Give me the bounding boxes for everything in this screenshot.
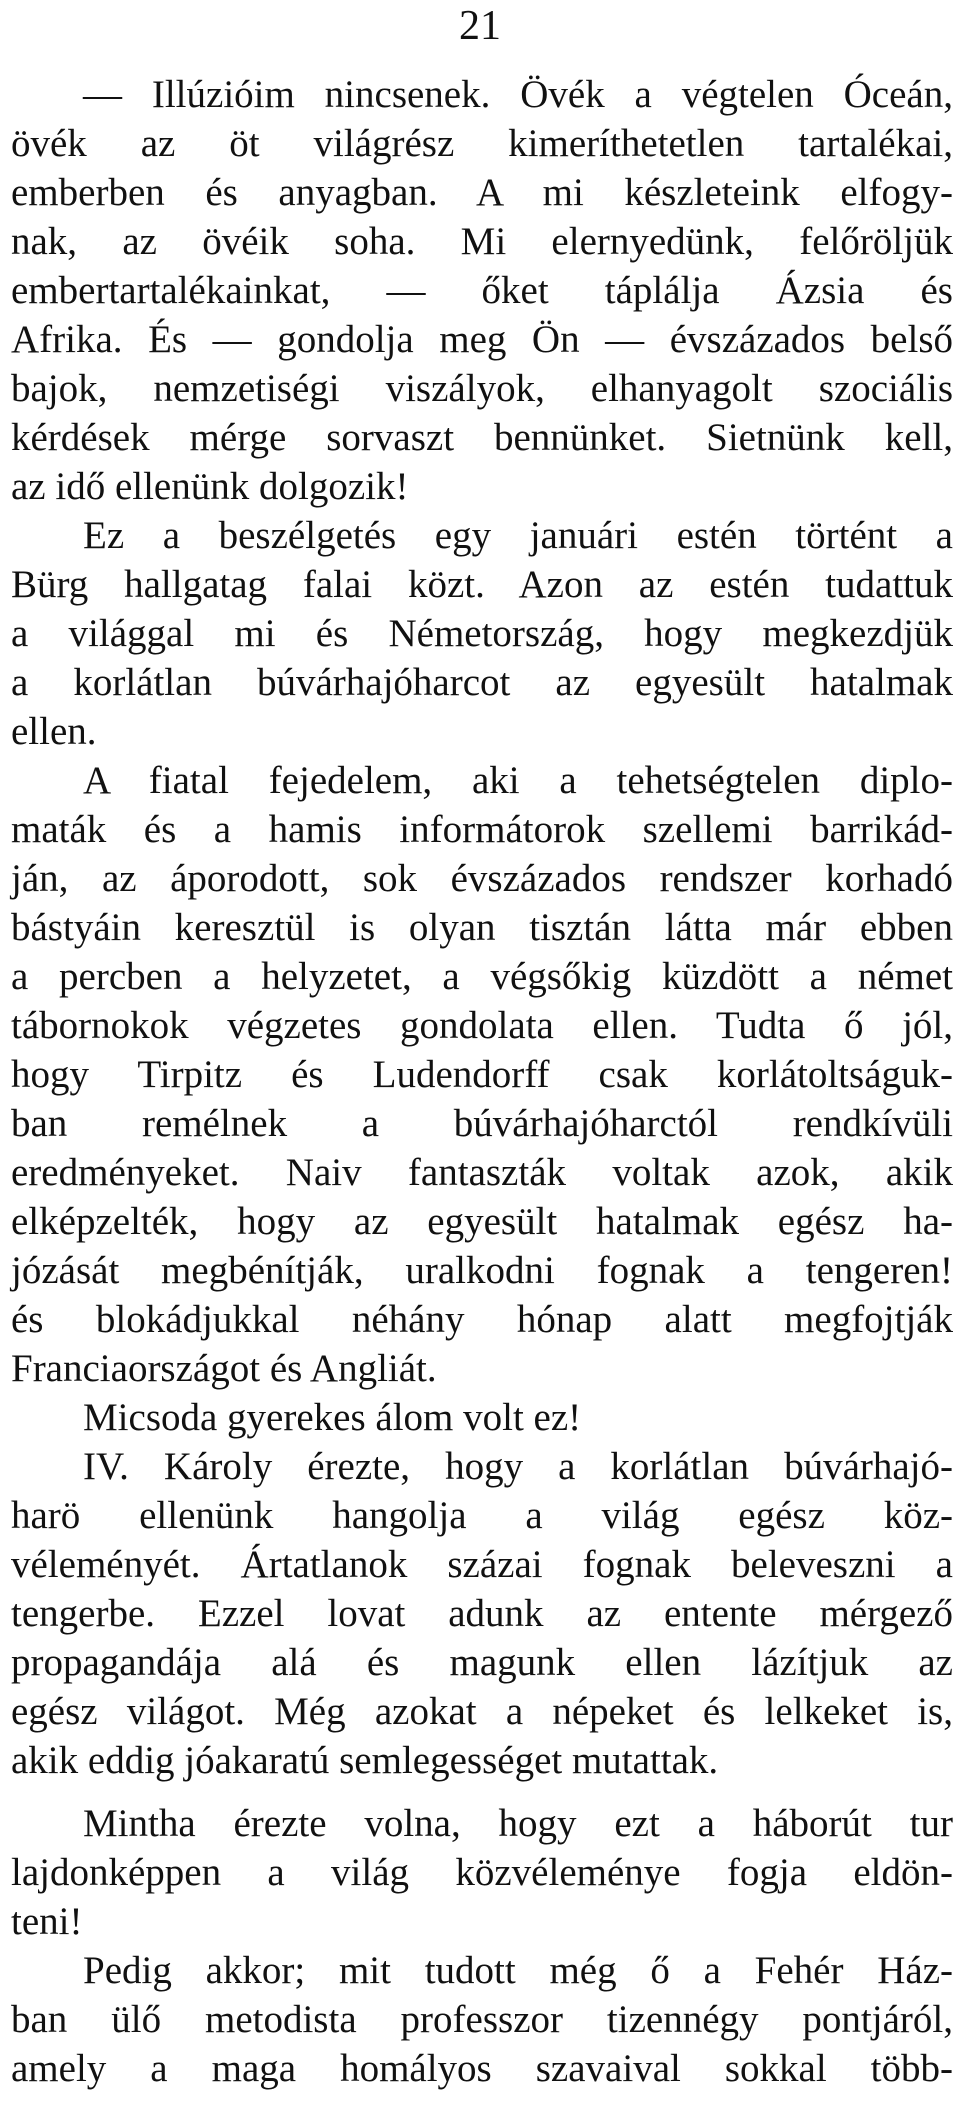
- text-line: embertartalékainkat, — őket táplálja Ázsia és: [11, 269, 953, 312]
- text-line: nak, az övéik soha. Mi elernyedünk, felőröljük: [11, 220, 953, 263]
- text-line: teni!: [11, 1900, 83, 1943]
- text-line: Micsoda gyerekes álom volt ez!: [83, 1396, 582, 1439]
- text-line: Bürg hallgatag falai közt. Azon az estén tudattuk: [11, 563, 953, 606]
- paragraph: [11, 1799, 953, 1946]
- text-line: bástyáin keresztül is olyan tisztán látta már ebben: [11, 906, 953, 949]
- paragraph: [11, 70, 953, 511]
- text-line: lajdonképpen a világ közvéleménye fogja eldön-: [11, 1851, 953, 1894]
- text-line: és blokádjukkal néhány hónap alatt megfojtják: [11, 1298, 953, 1341]
- text-line: Franciaországot és Angliát.: [11, 1347, 437, 1390]
- text-line: a korlátlan búvárhajóharcot az egyesült hatalmak: [11, 661, 953, 704]
- text-line: elképzelték, hogy az egyesült hatalmak egész ha-: [11, 1200, 953, 1243]
- text-line: tábornokok végzetes gondolata ellen. Tudta ő jól,: [11, 1004, 953, 1047]
- text-line: a percben a helyzetet, a végsőkig küzdött a német: [11, 955, 953, 998]
- text-line: tengerbe. Ezzel lovat adunk az entente mérgező: [11, 1592, 953, 1635]
- text-line: véleményét. Ártatlanok százai fognak beleveszni a: [11, 1543, 953, 1586]
- text-line: övék az öt világrész kimeríthetetlen tartalékai,: [11, 122, 953, 165]
- paragraph: [11, 756, 953, 1393]
- text-line: ján, az áporodott, sok évszázados rendszer korhadó: [11, 857, 953, 900]
- text-line: — Illúzióim nincsenek. Övék a végtelen Óceán,: [83, 73, 953, 116]
- text-line: maták és a hamis informátorok szellemi barrikád-: [11, 808, 953, 851]
- text-line: bajok, nemzetiségi viszályok, elhanyagolt szociális: [11, 367, 953, 410]
- text-line: ellen.: [11, 710, 97, 753]
- paragraph: [11, 1946, 953, 2093]
- text-line: akik eddig jóakaratú semlegességet mutattak.: [11, 1739, 719, 1782]
- text-line: Mintha érezte volna, hogy ezt a háborút tur: [83, 1802, 953, 1845]
- text-line: kérdések mérge sorvaszt bennünket. Sietnünk kell,: [11, 416, 953, 459]
- paragraph: [11, 1442, 953, 1785]
- text-line: Afrika. És — gondolja meg Ön — évszázados belső: [11, 318, 953, 361]
- text-line: emberben és anyagban. A mi készleteink elfogy-: [11, 171, 953, 214]
- text-line: A fiatal fejedelem, aki a tehetségtelen diplo-: [83, 759, 953, 802]
- text-line: Pedig akkor; mit tudott még ő a Fehér Ház-: [83, 1949, 953, 1992]
- text-line: józását megbénítják, uralkodni fognak a tengeren!: [11, 1249, 953, 1292]
- body-text: [11, 70, 953, 2093]
- paragraph: [11, 511, 953, 756]
- text-line: egész világot. Még azokat a népeket és lelkeket is,: [11, 1690, 953, 1733]
- text-line: az idő ellenünk dolgozik!: [11, 465, 409, 508]
- text-line: IV. Károly érezte, hogy a korlátlan búvárhajó-: [83, 1445, 953, 1488]
- text-line: harö ellenünk hangolja a világ egész köz-: [11, 1494, 953, 1537]
- text-line: eredményeket. Naiv fantaszták voltak azok, akik: [11, 1151, 953, 1194]
- text-line: hogy Tirpitz és Ludendorff csak korlátoltságuk-: [11, 1053, 953, 1096]
- text-line: Ez a beszélgetés egy januári estén történt a: [83, 514, 953, 557]
- page-number: 21: [459, 3, 501, 49]
- text-line: propagandája alá és magunk ellen lázítjuk az: [11, 1641, 953, 1684]
- text-line: amely a maga homályos szavaival sokkal több-: [11, 2047, 953, 2090]
- text-line: a világgal mi és Németország, hogy megkezdjük: [11, 612, 953, 655]
- text-line: ban remélnek a búvárhajóharctól rendkívüli: [11, 1102, 953, 1145]
- paragraph: [11, 1393, 953, 1442]
- text-line: ban ülő metodista professzor tizennégy pontjáról,: [11, 1998, 953, 2041]
